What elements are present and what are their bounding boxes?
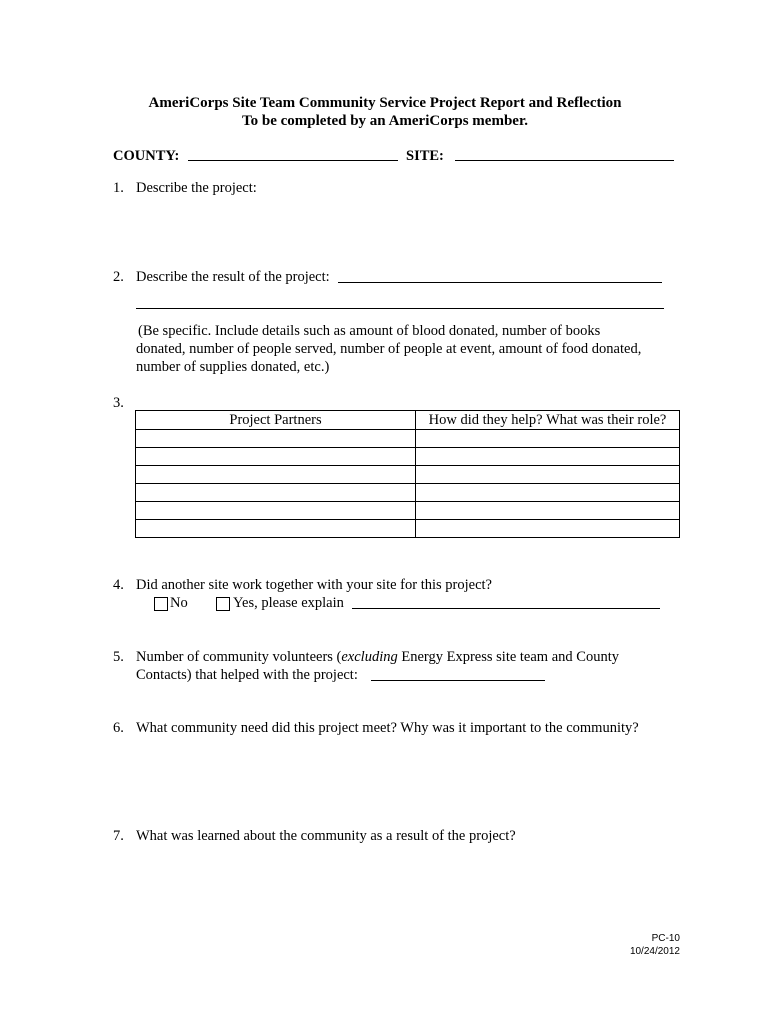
q4-number: 4.: [113, 577, 124, 593]
county-label: COUNTY:: [113, 148, 180, 164]
yes-checkbox[interactable]: [216, 597, 230, 611]
table-row: [136, 520, 680, 538]
q4-explain-line[interactable]: [352, 608, 660, 609]
q2-number: 2.: [113, 269, 124, 285]
header-project-partners: Project Partners: [136, 411, 416, 430]
county-field[interactable]: [188, 160, 398, 161]
q5-text-italic: excluding: [341, 649, 398, 665]
q5-number: 5.: [113, 649, 124, 665]
table-header-row: [136, 411, 680, 430]
q5-text: [136, 649, 619, 666]
q2-answer-line-2[interactable]: [136, 308, 664, 309]
partner-cell[interactable]: [136, 484, 416, 502]
role-cell[interactable]: [416, 466, 680, 484]
site-label: SITE:: [406, 148, 444, 164]
q2-hint-line3: number of supplies donated, etc.): [136, 359, 330, 375]
partner-cell[interactable]: [136, 520, 416, 538]
table-row: [136, 484, 680, 502]
table-row: [136, 502, 680, 520]
table-row: [136, 466, 680, 484]
table-row: [136, 430, 680, 448]
q5-text-line2: Contacts) that helped with the project:: [136, 667, 358, 683]
q6-number: 6.: [113, 720, 124, 736]
table-row: [136, 448, 680, 466]
q7-text: What was learned about the community as a result of the project?: [136, 828, 516, 844]
project-partners-table: [135, 410, 680, 538]
role-cell[interactable]: [416, 484, 680, 502]
form-code: PC-10: [651, 933, 680, 944]
role-cell[interactable]: [416, 430, 680, 448]
q7-number: 7.: [113, 828, 124, 844]
role-cell[interactable]: [416, 448, 680, 466]
q1-number: 1.: [113, 180, 124, 196]
q2-hint-line2: donated, number of people served, number of people at event, amount of food donated,: [136, 341, 642, 357]
partner-cell[interactable]: [136, 502, 416, 520]
form-date: 10/24/2012: [629, 946, 680, 957]
q5-answer-line[interactable]: [371, 680, 545, 681]
partner-cell[interactable]: [136, 448, 416, 466]
site-field[interactable]: [455, 160, 674, 161]
yes-label: Yes, please explain: [233, 595, 344, 611]
q2-text: Describe the result of the project:: [136, 269, 330, 285]
q5-text-before: Number of community volunteers (: [136, 649, 342, 665]
q2-answer-line-1[interactable]: [338, 282, 662, 283]
no-checkbox[interactable]: [154, 597, 168, 611]
q2-hint-line1: (Be specific. Include details such as amount of blood donated, number of books: [138, 323, 601, 339]
role-cell[interactable]: [416, 520, 680, 538]
form-title: AmeriCorps Site Team Community Service Project Report and Reflection: [148, 95, 622, 111]
form-subtitle: To be completed by an AmeriCorps member.: [242, 113, 528, 129]
q1-text: Describe the project:: [136, 180, 257, 196]
no-label: No: [170, 595, 188, 611]
header-how-did-they-help: How did they help? What was their role?: [416, 411, 680, 430]
q6-text: What community need did this project meet? Why was it important to the community?: [136, 720, 639, 736]
partner-cell[interactable]: [136, 430, 416, 448]
q3-number: 3.: [113, 395, 124, 411]
role-cell[interactable]: [416, 502, 680, 520]
q5-text-after: Energy Express site team and County: [397, 649, 619, 665]
q4-text: Did another site work together with your site for this project?: [136, 577, 492, 593]
partner-cell[interactable]: [136, 466, 416, 484]
